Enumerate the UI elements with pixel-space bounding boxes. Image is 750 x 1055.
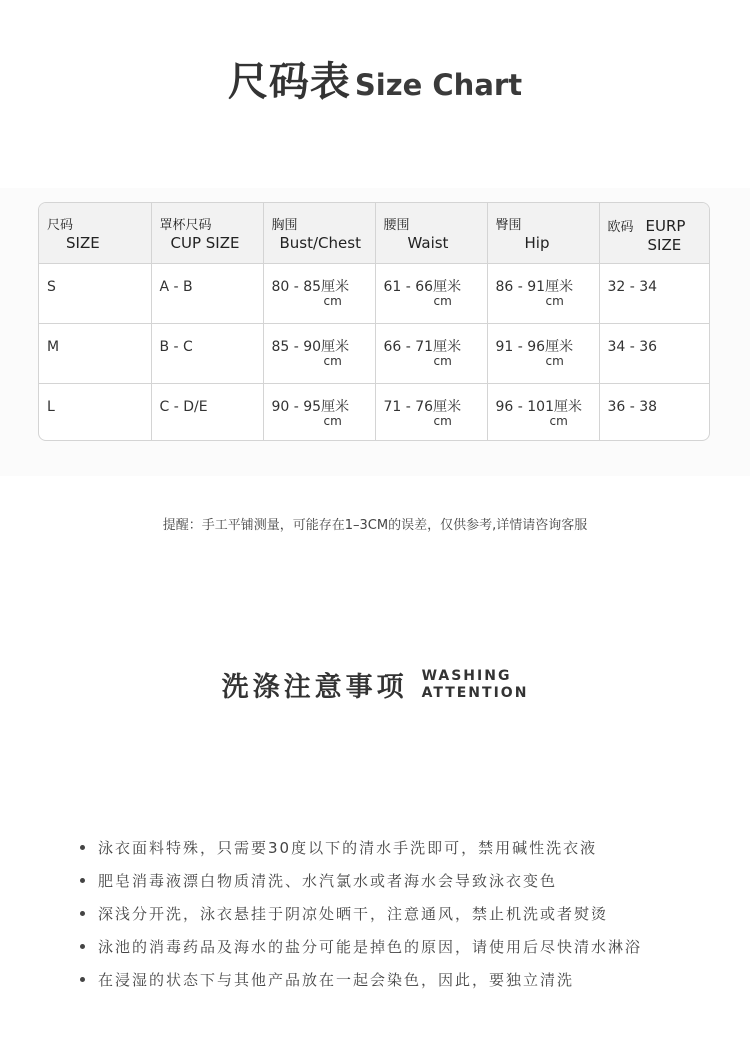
cell-cup [151, 263, 263, 323]
header-waist [375, 203, 487, 263]
cell-hip [487, 383, 599, 441]
cell-waist-unit: cm [433, 293, 452, 308]
bullet-icon [80, 944, 85, 949]
washing-title-en [422, 668, 529, 702]
cell-size [39, 263, 151, 323]
cell-waist-value: 61 - 66厘米 [383, 278, 462, 295]
cell-eu-value: 36 - 38 [607, 398, 658, 415]
list-item-text: 泳衣面料特殊，只需要30度以下的清水手洗即可，禁用碱性洗衣液 [98, 839, 598, 857]
table-header-row [39, 203, 710, 263]
list-item [80, 837, 700, 870]
cell-eu-value: 32 - 34 [607, 278, 658, 295]
cell-bust-unit: cm [323, 353, 342, 368]
cell-hip-value: 91 - 96厘米 [495, 338, 574, 355]
table-row [39, 383, 710, 441]
list-item [80, 936, 700, 969]
bullet-icon [80, 911, 85, 916]
cell-hip-value: 96 - 101厘米 [495, 398, 582, 415]
header-size-cn: 尺码 [47, 218, 74, 233]
list-item-text: 深浅分开洗，泳衣悬挂于阴凉处晒干，注意通风，禁止机洗或者熨烫 [98, 905, 609, 923]
cell-eu [599, 383, 710, 441]
bullet-icon [80, 878, 85, 883]
cell-waist-value: 71 - 76厘米 [383, 398, 462, 415]
size-chart-title [0, 50, 750, 107]
cell-eu [599, 323, 710, 383]
cell-hip [487, 323, 599, 383]
cell-hip-unit: cm [549, 413, 568, 428]
size-table-grid [39, 203, 710, 441]
header-size [39, 203, 151, 263]
header-eu [599, 203, 710, 263]
header-waist-en: Waist [407, 234, 449, 252]
cell-size-value: M [47, 338, 60, 355]
list-item [80, 903, 700, 936]
washing-title-cn: 洗涤注意事项 [221, 672, 408, 703]
cell-waist-value: 66 - 71厘米 [383, 338, 462, 355]
cell-cup-value: C - D/E [159, 398, 208, 415]
cell-hip-unit: cm [545, 353, 564, 368]
header-eu-cn: 欧码 [607, 220, 634, 235]
cell-cup-value: B - C [159, 338, 193, 355]
cell-size-value: L [47, 398, 55, 415]
cell-eu-value: 34 - 36 [607, 338, 658, 355]
cell-waist [375, 263, 487, 323]
cell-hip [487, 263, 599, 323]
header-hip [487, 203, 599, 263]
cell-hip-unit: cm [545, 293, 564, 308]
header-eu-en-top: EURP [645, 217, 686, 235]
cell-cup [151, 323, 263, 383]
cell-waist [375, 383, 487, 441]
washing-title [0, 665, 750, 704]
cell-bust-value: 90 - 95厘米 [271, 398, 350, 415]
cell-size-value: S [47, 278, 56, 295]
table-row [39, 323, 710, 383]
header-bust-cn: 胸围 [271, 218, 298, 233]
cell-bust-unit: cm [323, 413, 342, 428]
list-item-text: 肥皂消毒液漂白物质清洗、水汽氯水或者海水会导致泳衣变色 [98, 872, 558, 890]
measurement-note: 提醒：手工平铺测量，可能存在1–3CM的误差，仅供参考,详情请咨询客服 [162, 518, 588, 533]
cell-eu [599, 263, 710, 323]
cell-bust [263, 383, 375, 441]
header-bust-en: Bust/Chest [279, 234, 361, 252]
washing-list [80, 837, 700, 1002]
header-eu-top [600, 203, 711, 236]
header-cup [151, 203, 263, 263]
list-item-text: 泳池的消毒药品及海水的盐分可能是掉色的原因，请使用后尽快清水淋浴 [98, 938, 643, 956]
header-waist-cn: 腰围 [383, 218, 410, 233]
list-item-text: 在浸湿的状态下与其他产品放在一起会染色，因此，要独立清洗 [98, 971, 575, 989]
cell-bust-value: 85 - 90厘米 [271, 338, 350, 355]
size-table [38, 202, 710, 441]
cell-bust-value: 80 - 85厘米 [271, 278, 350, 295]
table-row [39, 263, 710, 323]
header-hip-en: Hip [524, 234, 550, 252]
title-en: Size Chart [354, 68, 523, 102]
cell-bust [263, 263, 375, 323]
cell-size [39, 323, 151, 383]
header-size-en: SIZE [66, 234, 100, 252]
cell-waist [375, 323, 487, 383]
title-cn: 尺码表 [227, 59, 351, 105]
cell-cup-value: A - B [159, 278, 193, 295]
washing-title-en-line1: WASHING [421, 667, 512, 684]
header-cup-en: CUP SIZE [170, 234, 240, 252]
bullet-icon [80, 977, 85, 982]
header-eu-en: SIZE [647, 236, 682, 254]
cell-waist-unit: cm [433, 413, 452, 428]
cell-size [39, 383, 151, 441]
cell-cup [151, 383, 263, 441]
header-bust [263, 203, 375, 263]
list-item [80, 969, 700, 1002]
cell-bust-unit: cm [323, 293, 342, 308]
list-item [80, 870, 700, 903]
bullet-icon [80, 845, 85, 850]
washing-title-en-line2: ATTENTION [421, 684, 529, 701]
cell-hip-value: 86 - 91厘米 [495, 278, 574, 295]
cell-bust [263, 323, 375, 383]
header-hip-cn: 臀围 [495, 218, 522, 233]
header-cup-cn: 罩杯尺码 [159, 218, 212, 233]
cell-waist-unit: cm [433, 353, 452, 368]
